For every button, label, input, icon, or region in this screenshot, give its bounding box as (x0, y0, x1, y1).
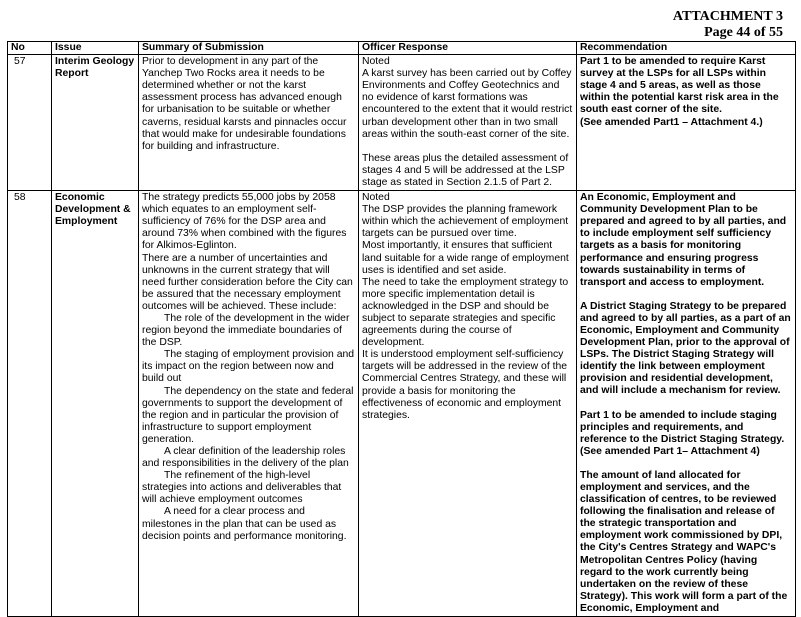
attachment-label: ATTACHMENT 3 (672, 9, 783, 24)
summary-item: The dependency on the state and federal governments to support the development of the region and in particular the provision of infrastructure to support employment generation. (142, 385, 354, 445)
row-number: 57 (8, 55, 52, 191)
summary-item: The staging of employment provision and its impact on the region between now and build out (142, 349, 355, 385)
officer-text: A karst survey has been carried out by Coffey Environments and Coffey Geotechnics and no evidence of karst formations was encountered to the extent that it would restrict urban development other than in two small areas within the south-east corner of the site. (362, 68, 573, 140)
recommendation-text: The amount of land allocated for employment and services, and the classification of centres, to be reviewed following the finalisation and release of the strategic transportation and employment work commissioned by DPI, the City's Centres Strategy and WAPC's Metropolitan Centres Policy (having regard to the work currently being undertaken on the review of these Strategy). This work will form a part of the Economic, Employment and (580, 469, 788, 614)
recommendation-text: Part 1 to be amended to require Karst survey at the LSPs for all LSPs within stage 4 and 5 areas, as well as those within the potential karst risk area in the south east corner of the site. (580, 56, 779, 116)
summary-item: The refinement of the high-level strategies into actions and deliverables that will achieve employment outcomes (142, 470, 342, 506)
row-issue: Economic Development & Employment (52, 191, 139, 617)
recommendation-text: (See amended Part 1– Attachment 4) (580, 445, 760, 457)
page-number: Page 44 of 55 (704, 25, 783, 40)
table-row (8, 191, 796, 617)
officer-text: Noted (362, 56, 390, 68)
table-header-row (8, 42, 796, 55)
row-number: 58 (8, 191, 52, 617)
recommendation-text: A District Staging Strategy to be prepared and agreed to by all parties, as a part of an Economic, Employment and Community Development Plan, prior to the approval of LSPs. The District Staging Strategy will identify the link between employment provision and residential development, and will include a mechanism for review. (580, 300, 791, 397)
table-row (8, 55, 796, 191)
summary-item: A clear definition of the leadership roles and responsibilities in the delivery of the plan (142, 446, 349, 470)
recommendation-text: An Economic, Employment and Community Development Plan to be prepared and agreed to by all parties, and to include employment self sufficiency targets as a basis for monitoring performance and ensuring progress towards sustainability in terms of transport and access to employment. (580, 192, 787, 288)
recommendation-text: (See amended Part1 – Attachment 4.) (580, 116, 763, 128)
column-header-recommendation: Recommendation (577, 42, 796, 55)
row-officer-response (359, 55, 577, 191)
column-header-no: No (8, 42, 52, 55)
officer-text: Most importantly, it ensures that sufficient land suitable for a wide range of employment uses is identified and set aside. (362, 240, 569, 276)
column-header-summary: Summary of Submission (139, 42, 359, 55)
summary-text: Prior to development in any part of the Yanchep Two Rocks area it needs to be determined whether or not the karst assessment process has advanced enough for urbanisation to be suitable or whether caverns, residual karsts and pinnacles occur that would make for undesirable foundations for building and infrastructure. (142, 56, 347, 152)
officer-text: Noted (362, 192, 390, 204)
officer-text: It is understood employment self-sufficiency targets will be addressed in the review of the Commercial Centres Strategy, and these will provide a basis for monitoring the effectiveness of economic and employment strategies. (362, 349, 568, 421)
column-header-officer-response: Officer Response (359, 42, 577, 55)
row-recommendation (577, 55, 796, 191)
summary-item: The role of the development in the wider region beyond the immediate boundaries of the DSP. (142, 312, 350, 349)
officer-text: The DSP provides the planning framework within which the achievement of employment targets can be pursued over time. (362, 204, 569, 240)
row-officer-response (359, 191, 577, 617)
recommendation-text: Part 1 to be amended to include staging principles and requirements, and reference to the District Staging Strategy. (580, 409, 785, 445)
officer-text: The need to take the employment strategy to more specific implementation detail is acknowledged in the DSP and should be subject to separate strategies and specific agreements during the course of development. (362, 276, 569, 349)
row-recommendation (577, 191, 796, 617)
row-issue: Interim Geology Report (52, 55, 139, 191)
submissions-table (7, 41, 796, 617)
summary-text: The strategy predicts 55,000 jobs by 2058 which equates to an employment self-sufficiency of 76% for the DSP area and around 73% when combined with the figures for Alkimos-Eglinton. (142, 192, 347, 252)
summary-item: A need for a clear process and milestones in the plan that can be used as decision points and performance monitoring. (142, 506, 347, 542)
officer-text: These areas plus the detailed assessment of stages 4 and 5 will be addressed at the LSP stage as stated in Section 2.1.5 of Part 2. (362, 152, 569, 188)
summary-text: There are a number of uncertainties and unknowns in the current strategy that will need further consideration before the City can be assured that the necessary employment outcomes will be achieved. These include: (142, 252, 353, 312)
column-header-issue: Issue (52, 42, 139, 55)
row-summary (139, 191, 359, 617)
row-summary (139, 55, 359, 191)
